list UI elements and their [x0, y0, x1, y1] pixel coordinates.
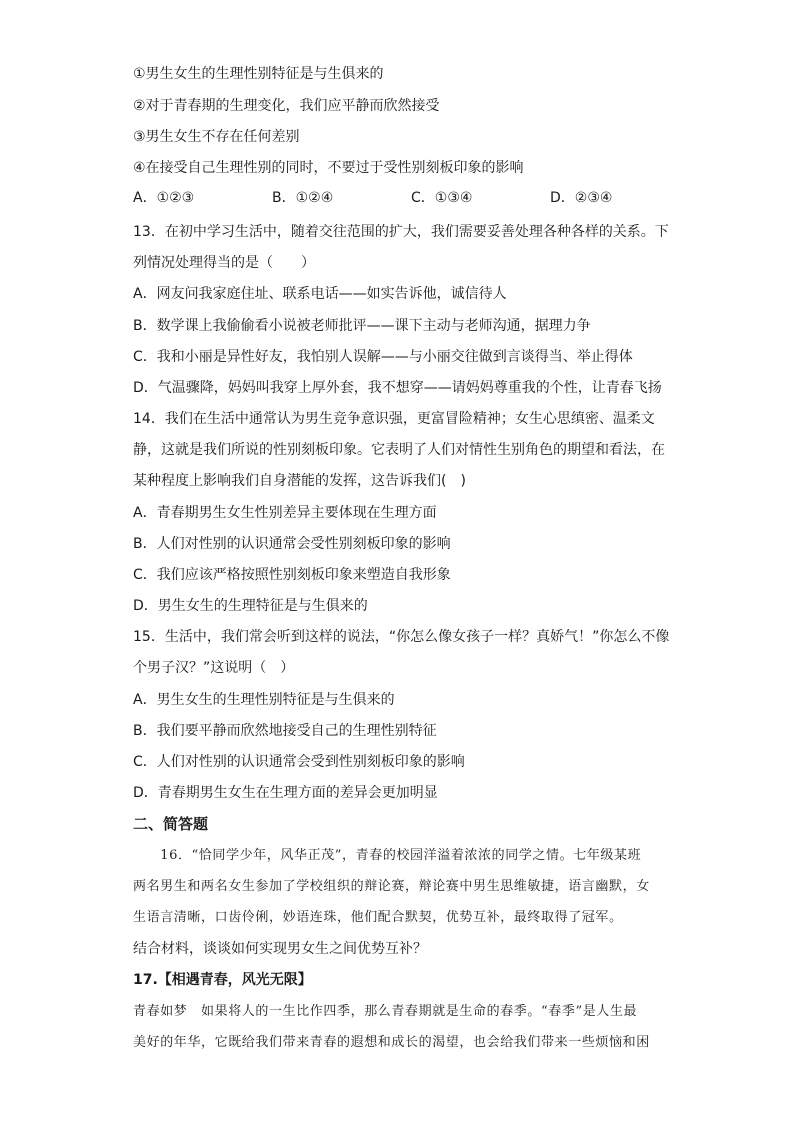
q12-option-a[interactable]: A．①②③ — [133, 190, 195, 206]
section-title: 二、简答题 — [133, 815, 209, 833]
q14-stem-line-1: 14．我们在生活中通常认为男生竞争意识强，更富冒险精神；女生心思缜密、温柔文 — [133, 411, 655, 427]
q15-option-a[interactable]: A．男生女生的生理性别特征是与生俱来的 — [133, 692, 395, 708]
statement-1: ①男生女生的生理性别特征是与生俱来的 — [133, 66, 384, 82]
q14-option-a[interactable]: A．青春期男生女生性别差异主要体现在生理方面 — [133, 505, 437, 521]
q15-stem-line-1: 15．生活中，我们常会听到这样的说法，“你怎么像女孩子一样？真娇气！”你怎么不像 — [133, 629, 670, 645]
q17-material-line-2: 美好的年华，它既给我们带来青春的遐想和成长的渴望，也会给我们带来一些烦恼和困 — [133, 1035, 650, 1050]
q14-stem-line-3: 某种程度上影响我们自身潜能的发挥，这告诉我们( ) — [133, 473, 466, 489]
q13-option-d[interactable]: D．气温骤降，妈妈叫我穿上厚外套，我不想穿——请妈妈尊重我的个性，让青春飞扬 — [133, 380, 662, 396]
q17-title: 17.【相遇青春，风光无限】 — [133, 972, 312, 988]
q16-material-line-3: 生语言清晰，口齿伶俐，妙语连珠，他们配合默契，优势互补，最终取得了冠军。 — [133, 910, 623, 925]
q13-stem-line-2: 列情况处理得当的是（ ） — [133, 255, 315, 271]
q15-option-b[interactable]: B．我们要平静而欣然地接受自己的生理性别特征 — [133, 723, 437, 739]
q15-stem-line-2: 个男子汉？”这说明（ ） — [133, 660, 295, 676]
q12-option-d[interactable]: D．②③④ — [550, 190, 613, 206]
q15-option-d[interactable]: D．青春期男生女生在生理方面的差异会更加明显 — [133, 785, 438, 801]
q14-option-d[interactable]: D．男生女生的生理特征是与生俱来的 — [133, 598, 368, 614]
q17-material-line-1: 青春如梦 如果将人的一生比作四季，那么青春期就是生命的春季。“春季”是人生最 — [133, 1004, 638, 1019]
q13-stem-line-1: 13．在初中学习生活中，随着交往范围的扩大，我们需要妥善处理各种各样的关系。下 — [133, 224, 669, 240]
q16-material-line-2: 两名男生和两名女生参加了学校组织的辩论赛，辩论赛中男生思维敏捷，语言幽默，女 — [133, 879, 650, 894]
q16-material-line-1: 16．“恰同学少年，风华正茂”，青春的校园洋溢着浓浓的同学之情。七年级某班 — [133, 848, 642, 863]
q14-stem-line-2: 静，这就是我们所说的性别刻板印象。它表明了人们对情性生别角色的期望和看法，在 — [133, 442, 665, 458]
q16-question: 结合材料，谈谈如何实现男女生之间优势互补？ — [133, 941, 427, 957]
q12-option-b[interactable]: B．①②④ — [272, 190, 334, 206]
q14-option-b[interactable]: B．人们对性别的认识通常会受性别刻板印象的影响 — [133, 536, 451, 552]
statement-2: ②对于青春期的生理变化，我们应平静而欣然接受 — [133, 98, 440, 114]
q14-option-c[interactable]: C．我们应该严格按照性别刻板印象来塑造自我形象 — [133, 567, 451, 583]
statement-4: ④在接受自己生理性别的同时，不要过于受性别刻板印象的影响 — [133, 160, 524, 176]
q12-option-c[interactable]: C．①③④ — [411, 190, 473, 206]
q13-option-a[interactable]: A．网友问我家庭住址、联系电话——如实告诉他，诚信待人 — [133, 286, 507, 302]
q13-option-b[interactable]: B．数学课上我偷偷看小说被老师批评——课下主动与老师沟通，据理力争 — [133, 318, 591, 334]
q13-option-c[interactable]: C．我和小丽是异性好友，我怕别人误解——与小丽交往做到言谈得当、举止得体 — [133, 349, 633, 365]
statement-3: ③男生女生不存在任何差别 — [133, 129, 300, 145]
q15-option-c[interactable]: C．人们对性别的认识通常会受到性别刻板印象的影响 — [133, 754, 465, 770]
q12-options — [133, 188, 653, 210]
